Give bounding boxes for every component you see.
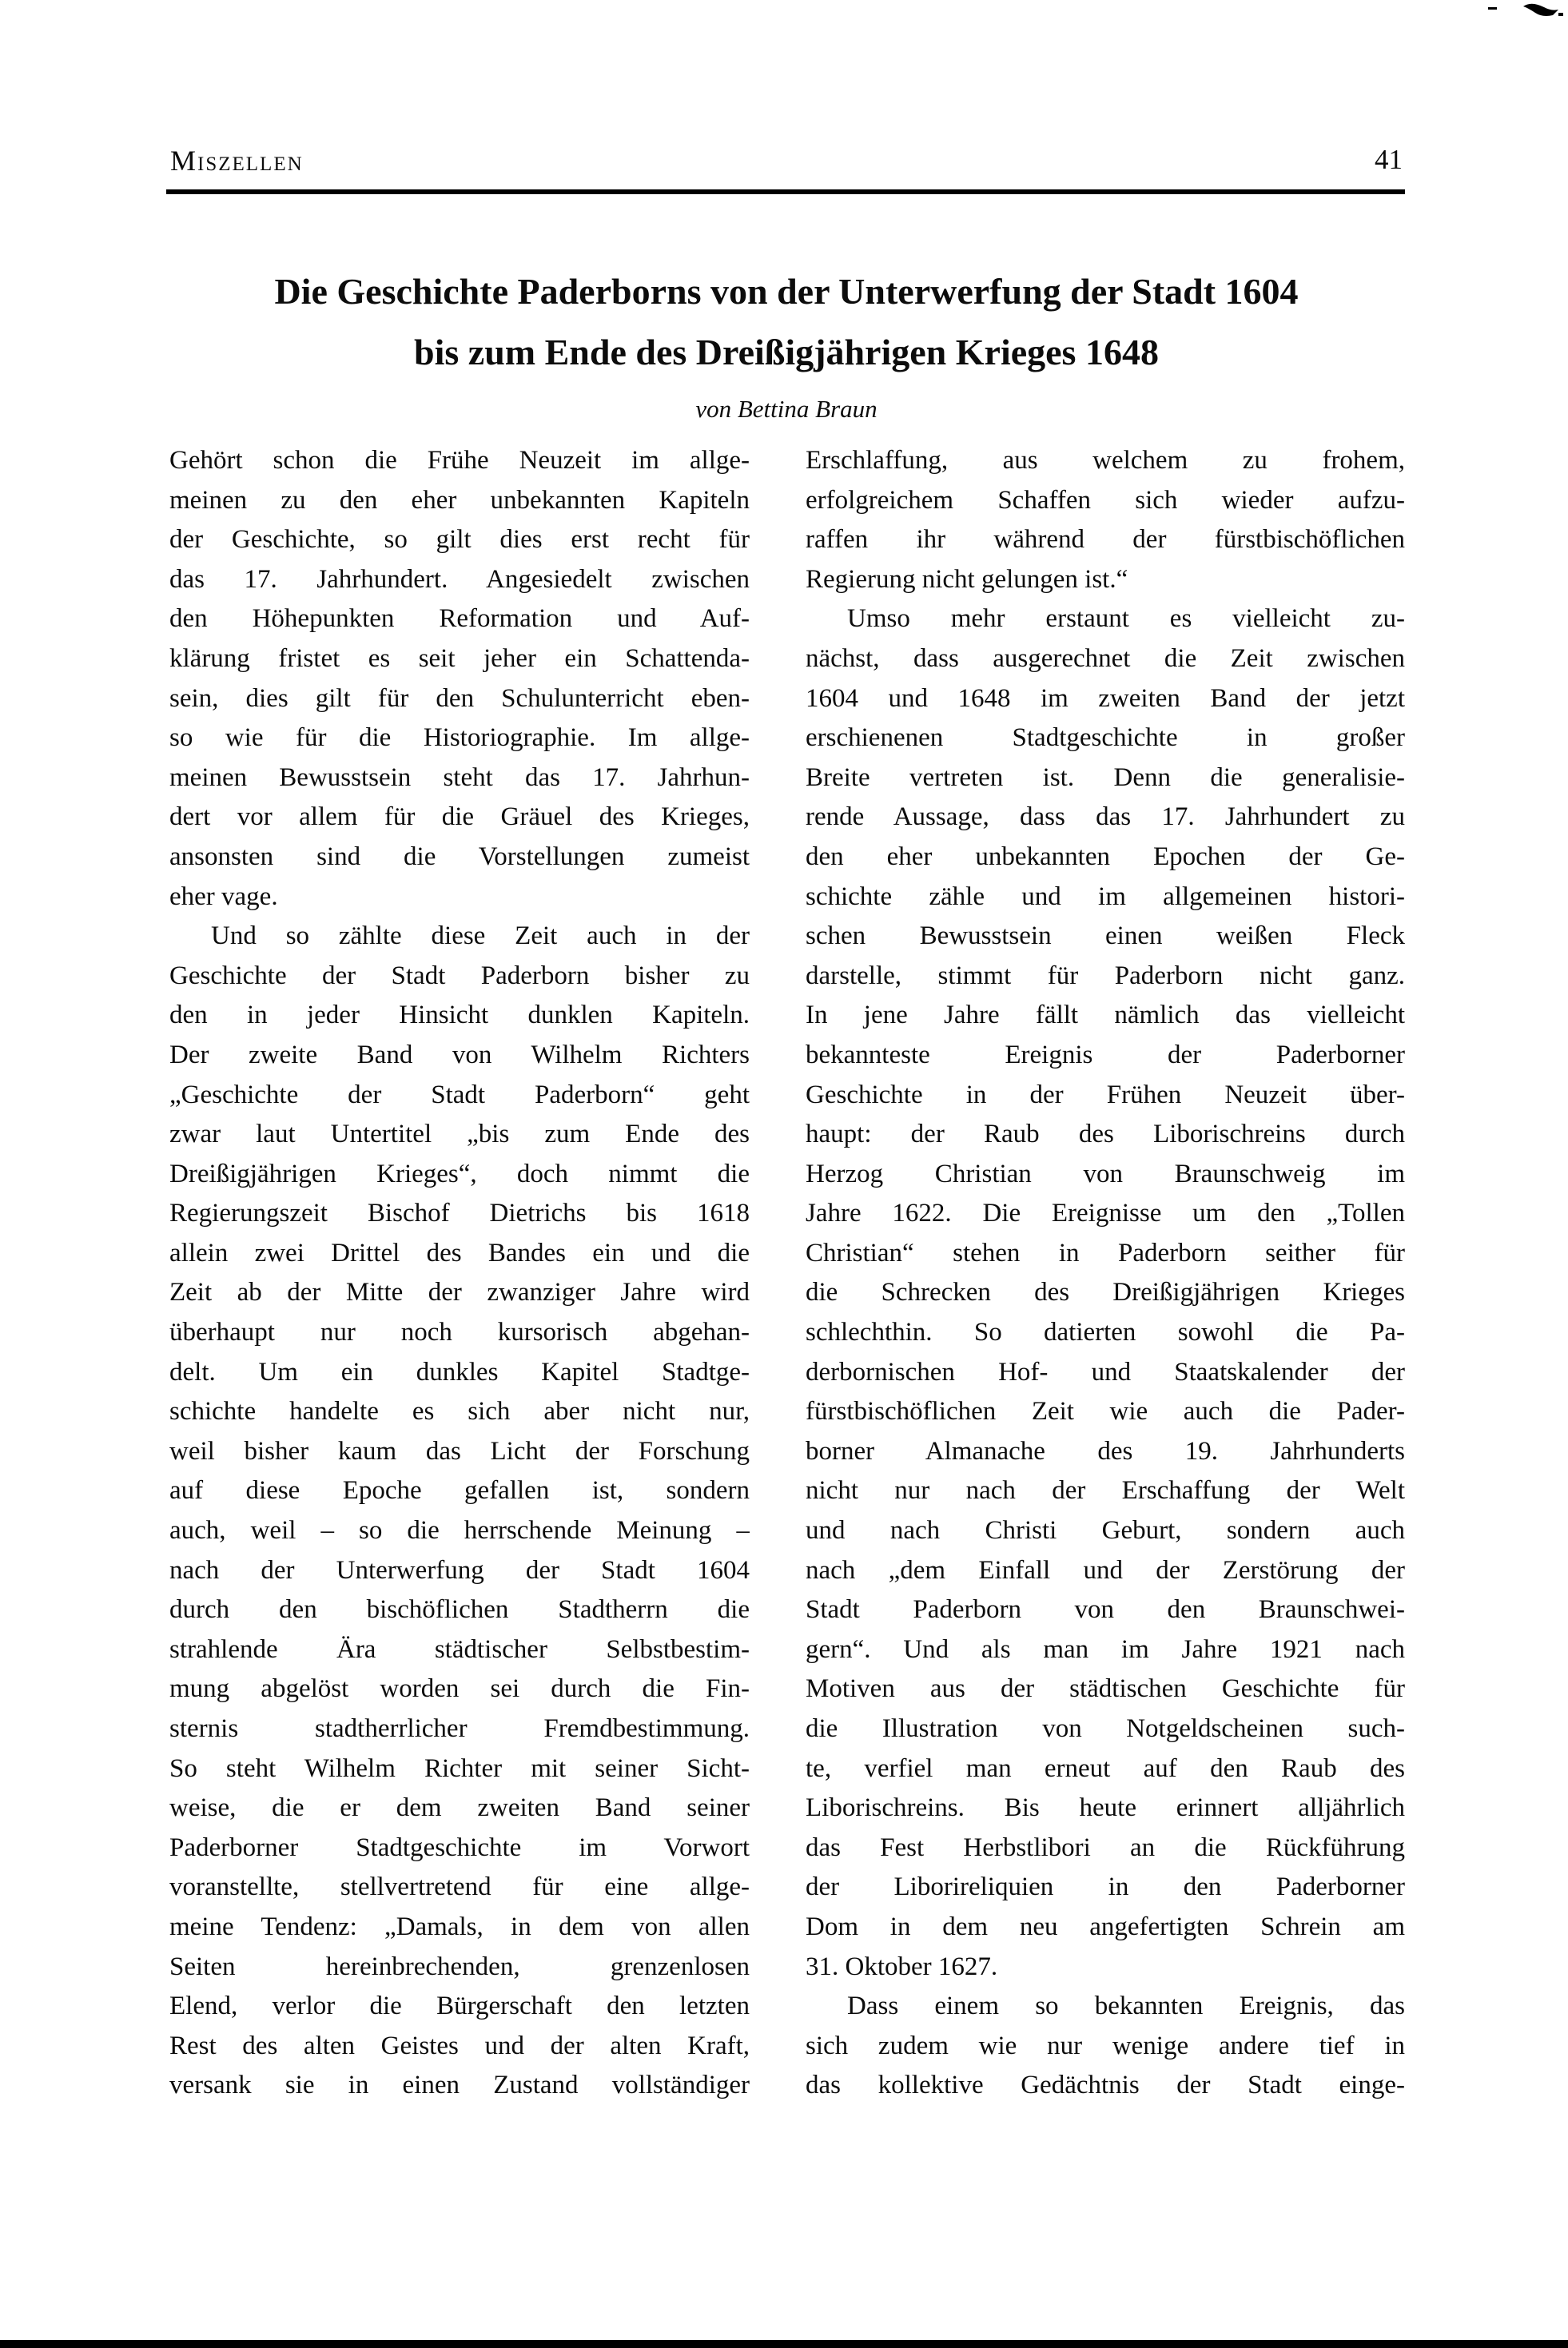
text-line: die Illustration von Notgeldscheinen such- <box>806 1714 1405 1743</box>
text-line: nicht nur nach der Erschaffung der Welt <box>806 1476 1405 1506</box>
text-line: durch den bischöflichen Stadtherrn die <box>169 1595 750 1625</box>
text-line: den eher unbekannten Epochen der Ge- <box>806 842 1405 871</box>
text-line: Herzog Christian von Braunschweig im <box>806 1159 1405 1188</box>
text-line: den in jeder Hinsicht dunklen Kapiteln. <box>169 1001 750 1030</box>
text-line: Regierung nicht gelungen ist.“ <box>806 564 1128 594</box>
article-body <box>169 441 1405 2106</box>
text-line: raffen ihr während der fürstbischöflichen <box>806 525 1405 555</box>
text-line: ansonsten sind die Vorstellungen zumeist <box>169 842 750 871</box>
text-line: Breite vertreten ist. Denn die generalisie- <box>806 762 1405 792</box>
text-line: Dom in dem neu angefertigten Schrein am <box>806 1912 1405 1941</box>
text-line: fürstbischöflichen Zeit wie auch die Pader- <box>806 1397 1405 1427</box>
text-line: der Geschichte, so gilt dies erst recht für <box>169 525 750 555</box>
text-line: In jene Jahre fällt nämlich das vielleicht <box>806 1001 1405 1030</box>
text-line: schichte handelte es sich aber nicht nur, <box>169 1397 750 1427</box>
text-line: schlechthin. So datierten sowohl die Pa- <box>806 1318 1405 1347</box>
text-line: meinen Bewusstsein steht das 17. Jahrhun- <box>169 762 750 792</box>
page-number: 41 <box>1375 144 1403 175</box>
text-line: darstelle, stimmt für Paderborn nicht ganz. <box>806 961 1405 990</box>
text-line: und nach Christi Geburt, sondern auch <box>806 1516 1405 1546</box>
text-line: das Fest Herbstlibori an die Rückführung <box>806 1833 1405 1862</box>
text-line: Dass einem so bekannten Ereignis, das <box>847 1992 1405 2021</box>
text-line: Umso mehr erstaunt es vielleicht zu- <box>847 604 1405 634</box>
text-line: Motiven aus der städtischen Geschichte für <box>806 1674 1405 1704</box>
text-line: Liborischreins. Bis heute erinnert alljährlich <box>806 1793 1405 1823</box>
left-column <box>169 441 750 2106</box>
article-title-line-1: Die Geschichte Paderborns von der Unterwerfung der Stadt 1604 <box>274 271 1299 312</box>
right-column <box>806 441 1405 2106</box>
text-line: nach der Unterwerfung der Stadt 1604 <box>169 1555 750 1585</box>
text-line: Erschlaffung, aus welchem zu frohem, <box>806 446 1405 475</box>
text-line: Paderborner Stadtgeschichte im Vorwort <box>169 1833 750 1862</box>
text-line: borner Almanache des 19. Jahrhunderts <box>806 1436 1405 1466</box>
text-line: schichte zähle und im allgemeinen histori- <box>806 881 1405 911</box>
text-line: schen Bewusstsein einen weißen Fleck <box>806 921 1405 951</box>
text-line: sternis stadtherrlicher Fremdbestimmung. <box>169 1714 750 1743</box>
text-line: Dreißigjährigen Krieges“, doch nimmt die <box>169 1159 750 1188</box>
header-rule <box>166 189 1405 194</box>
text-line: meinen zu den eher unbekannten Kapiteln <box>169 485 750 515</box>
text-line: Christian“ stehen in Paderborn seither für <box>806 1238 1405 1268</box>
text-line: versank sie in einen Zustand vollständiger <box>169 2071 750 2100</box>
text-line: erfolgreichem Schaffen sich wieder aufzu- <box>806 485 1405 515</box>
scan-artifact-corner-mark-icon <box>1488 2 1565 22</box>
text-line: erschienenen Stadtgeschichte in großer <box>806 723 1405 753</box>
text-line: meine Tendenz: „Damals, in dem von allen <box>169 1912 750 1941</box>
text-line: mung abgelöst worden sei durch die Fin- <box>169 1674 750 1704</box>
text-line: sich zudem wie nur wenige andere tief in <box>806 2031 1405 2060</box>
text-line: strahlende Ära städtischer Selbstbestim- <box>169 1634 750 1664</box>
text-line: nächst, dass ausgerechnet die Zeit zwischen <box>806 643 1405 673</box>
text-line: bekannteste Ereignis der Paderborner <box>806 1040 1405 1069</box>
running-head-section: Miszellen <box>170 145 304 177</box>
text-line: delt. Um ein dunkles Kapitel Stadtge- <box>169 1357 750 1387</box>
text-line: voranstellte, stellvertretend für eine allge- <box>169 1872 750 1902</box>
text-line: sein, dies gilt für den Schulunterricht eben- <box>169 683 750 713</box>
text-line: dert vor allem für die Gräuel des Krieges, <box>169 802 750 832</box>
text-line: weise, die er dem zweiten Band seiner <box>169 1793 750 1823</box>
text-line: Elend, verlor die Bürgerschaft den letzten <box>169 1992 750 2021</box>
text-line: Rest des alten Geistes und der alten Kraft, <box>169 2031 750 2060</box>
text-line: So steht Wilhelm Richter mit seiner Sicht- <box>169 1753 750 1783</box>
text-line: Regierungszeit Bischof Dietrichs bis 1618 <box>169 1199 750 1228</box>
text-line: Stadt Paderborn von den Braunschwei- <box>806 1595 1405 1625</box>
text-line: den Höhepunkten Reformation und Auf- <box>169 604 750 634</box>
text-line: die Schrecken des Dreißigjährigen Krieges <box>806 1278 1405 1307</box>
article-title-line-2: bis zum Ende des Dreißigjährigen Krieges 1648 <box>414 332 1159 372</box>
text-line: Seiten hereinbrechenden, grenzenlosen <box>169 1952 750 1981</box>
text-line: rende Aussage, dass das 17. Jahrhundert zu <box>806 802 1405 832</box>
text-line: klärung fristet es seit jeher ein Schattenda- <box>169 643 750 673</box>
text-line: haupt: der Raub des Liborischreins durch <box>806 1120 1405 1149</box>
text-line: te, verfiel man erneut auf den Raub des <box>806 1753 1405 1783</box>
text-line: „Geschichte der Stadt Paderborn“ geht <box>169 1080 750 1109</box>
text-line: zwar laut Untertitel „bis zum Ende des <box>169 1120 750 1149</box>
text-line: Zeit ab der Mitte der zwanziger Jahre wird <box>169 1278 750 1307</box>
text-line: Jahre 1622. Die Ereignisse um den „Tollen <box>806 1199 1405 1228</box>
text-line: der Liborireliquien in den Paderborner <box>806 1872 1405 1902</box>
text-line: 1604 und 1648 im zweiten Band der jetzt <box>806 683 1405 713</box>
text-line: gern“. Und als man im Jahre 1921 nach <box>806 1634 1405 1664</box>
text-line: derbornischen Hof- und Staatskalender der <box>806 1357 1405 1387</box>
text-line: überhaupt nur noch kursorisch abgehan- <box>169 1318 750 1347</box>
text-line: Und so zählte diese Zeit auch in der <box>211 921 750 951</box>
text-line: weil bisher kaum das Licht der Forschung <box>169 1436 750 1466</box>
text-line: das 17. Jahrhundert. Angesiedelt zwischen <box>169 564 750 594</box>
article-byline: von Bettina Braun <box>695 395 878 423</box>
text-line: Geschichte in der Frühen Neuzeit über- <box>806 1080 1405 1109</box>
text-line: 31. Oktober 1627. <box>806 1952 998 1981</box>
text-line: eher vage. <box>169 881 278 911</box>
text-line: auch, weil – so die herrschende Meinung – <box>169 1516 750 1546</box>
text-line: nach „dem Einfall und der Zerstörung der <box>806 1555 1405 1585</box>
scan-artifact-bottom-bar <box>0 2340 1568 2348</box>
text-line: das kollektive Gedächtnis der Stadt einge- <box>806 2071 1405 2100</box>
text-line: Gehört schon die Frühe Neuzeit im allge- <box>169 446 750 475</box>
text-line: Der zweite Band von Wilhelm Richters <box>169 1040 750 1069</box>
text-line: auf diese Epoche gefallen ist, sondern <box>169 1476 750 1506</box>
text-line: allein zwei Drittel des Bandes ein und die <box>169 1238 750 1268</box>
text-line: Geschichte der Stadt Paderborn bisher zu <box>169 961 750 990</box>
text-line: so wie für die Historiographie. Im allge- <box>169 723 750 753</box>
